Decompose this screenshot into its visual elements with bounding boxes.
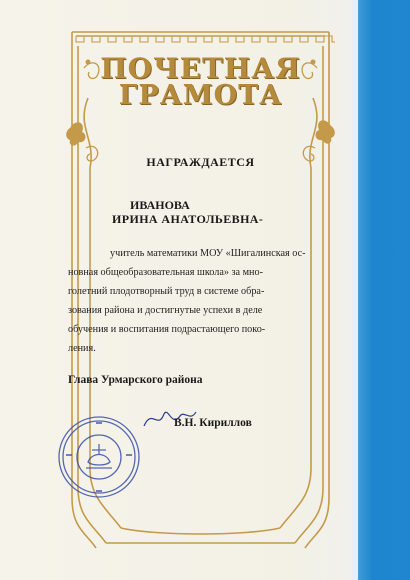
recipient-surname: ИВАНОВА xyxy=(130,198,190,212)
recipient-first-names: ИРИНА АНАТОЛЬЕВНА- xyxy=(112,212,264,226)
description-line: учитель математики МОУ «Шигалинская ос- xyxy=(110,248,306,259)
description-line: ления. xyxy=(68,343,96,354)
signer-position: Глава Урмарского района xyxy=(68,374,203,386)
paper-edge xyxy=(352,0,358,580)
signer-name: В.Н. Кириллов xyxy=(174,417,252,429)
certificate-title-line1: ПОЧЕТНАЯ xyxy=(100,52,301,85)
official-seal-stamp xyxy=(56,414,142,500)
description-line: обучения и воспитания подрастающего поко- xyxy=(68,324,266,335)
blue-background-edge xyxy=(352,0,410,580)
certificate-title-line2: ГРАМОТА xyxy=(118,80,283,111)
description-line: голетний плодотворный труд в системе обра- xyxy=(68,286,265,297)
description-line: новная общеобразовательная школа» за мно- xyxy=(68,267,263,278)
description-line: зования района и достигнутые успехи в деле xyxy=(68,305,263,316)
award-description xyxy=(68,244,342,358)
awarded-label: НАГРАЖДАЕТСЯ xyxy=(146,155,255,169)
